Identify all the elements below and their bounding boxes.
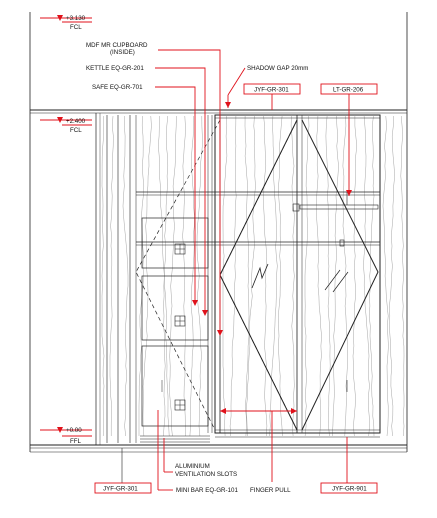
wood-grain-line — [110, 116, 113, 436]
outer-frame — [30, 12, 407, 452]
tag-text: JYF-GR-301 — [103, 485, 138, 493]
wood-grain-line — [369, 116, 374, 436]
level-name: FCL — [70, 127, 82, 134]
wood-grain-line — [264, 116, 267, 436]
wood-grain-line — [247, 116, 256, 436]
callout-text: ALUMINIUM — [175, 463, 210, 470]
level-name: FFL — [70, 438, 82, 445]
level-marker-fcl-mid — [40, 117, 92, 134]
tag-jyf-gr-301-top — [244, 84, 300, 110]
wood-grain-line — [353, 116, 357, 436]
callout-text: MDF MR CUPBOARD — [86, 42, 148, 49]
level-value: +3.130 — [66, 15, 86, 22]
wood-grain-line — [401, 116, 404, 436]
wood-grain-line — [291, 116, 294, 436]
tag-lt-gr-206 — [321, 84, 377, 196]
tag-jyf-gr-301-bottom — [95, 448, 151, 493]
level-marker-ffl — [40, 427, 92, 445]
level-value: +0.00 — [66, 427, 82, 434]
wood-grain-line — [223, 116, 227, 436]
wood-grain-line — [389, 116, 394, 436]
wood-grain-line — [102, 116, 104, 436]
wood-grain-line — [305, 116, 309, 436]
wood-grain-line — [364, 116, 370, 436]
cabinet-elevation — [107, 115, 380, 443]
callout-kettle — [86, 65, 208, 316]
wood-grain-line — [245, 116, 249, 436]
wood-grain-line — [123, 116, 128, 436]
callout-text: SAFE EQ-GR-701 — [92, 84, 143, 91]
callout-text: KETTLE EQ-GR-201 — [86, 65, 144, 72]
level-value: +2.400 — [66, 118, 86, 125]
wood-grain-line — [383, 116, 388, 436]
tag-text: LT-GR-206 — [333, 86, 364, 94]
wood-grain-line — [326, 116, 330, 436]
wood-grain-line — [317, 116, 322, 436]
callout-text: SHADOW GAP 20mm — [247, 65, 309, 72]
level-marker-fcl-top — [40, 15, 92, 31]
callout-text: FINGER PULL — [250, 487, 291, 494]
wood-grain-line — [278, 116, 282, 436]
tag-text: JYF-GR-301 — [254, 86, 289, 94]
tag-text: JYF-GR-901 — [332, 485, 367, 493]
callout-ventilation-slots — [164, 438, 237, 478]
wood-grain-line — [230, 116, 236, 436]
callout-text: MINI BAR EQ-GR-101 — [176, 487, 238, 494]
level-name: FCL — [70, 24, 82, 31]
callout-text: (INSIDE) — [110, 49, 135, 56]
callout-text: VENTILATION SLOTS — [175, 471, 238, 478]
